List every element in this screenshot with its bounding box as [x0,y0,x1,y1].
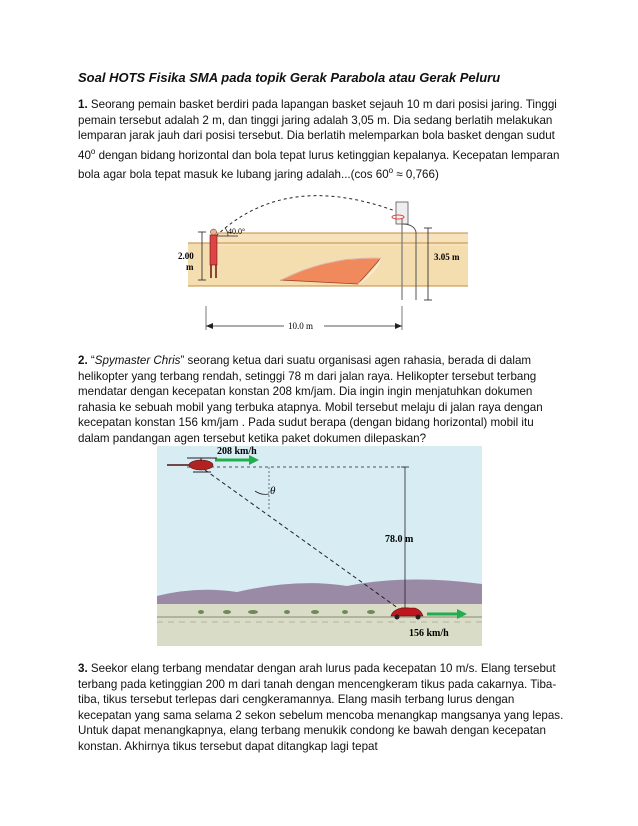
distance-label: 10.0 m [288,321,314,331]
helicopter-figure [157,446,482,646]
question-text: “ [87,354,95,367]
ground [157,604,482,646]
question-3 [78,661,566,755]
player-icon [210,235,217,265]
hoop-height: 3.05 m [434,252,460,262]
heli-speed-label: 208 km/h [217,446,257,457]
question-text: ≈ 0,766) [393,168,439,182]
player-height-unit: m [186,262,194,272]
spymaster-name: Spymaster Chris [94,354,181,367]
question-number: 3. [78,662,88,675]
height-label: 78.0 m [385,534,414,545]
angle-label: 40.0° [228,227,246,236]
question-number: 2. [78,354,88,367]
question-2 [78,353,566,447]
degree-sign: o [388,166,394,176]
question-1 [78,97,566,183]
question-text: dengan bidang horizontal dan bola tepat lurus ketinggian kepalanya. Kecepatan lemparan bola agar bola tepat masuk ke lubang jaring adalah...(cos 60 [78,148,560,182]
player-height: 2.00 [178,251,194,261]
question-text: Seorang pemain basket berdiri pada lapangan basket sejauh 10 m dari posisi jaring. Tinggi pemain tersebut adalah 2 m, dan tinggi jaring adalah 3,05 m. Dia sedang berlatih melakukan lemparan jarak jauh dari posisi tersebut. Dia berlatih melemparkan bola basket dengan sudut 40 [78,98,557,162]
basketball-figure [176,188,468,338]
question-text: Seekor elang terbang mendatar dengan arah lurus pada kecepatan 10 m/s. Elang tersebut terbang pada ketinggian 200 m dari tanah dengan mencengkeram tikus pada cakarnya. Tiba-tiba, tikus tersebut terlepas dari cengkeramannya. Elang masih terbang lurus dengan kecepatan yang sama selama 2 sekon sebelum mencoba menangkap mangsanya yang lepas. Untuk dapat menangkapnya, elang terbang menukik condong ke bawah dengan kecepatan konstan. Akhirnya tikus tersebut dapat ditangkap lagi tepat [78,662,564,753]
document-title: Soal HOTS Fisika SMA pada topik Gerak Parabola atau Gerak Peluru [78,70,501,85]
court-floor-upper [216,233,468,246]
degree-sign: o [90,146,96,156]
theta-label: θ [270,485,276,497]
question-text: ” seorang ketua dari suatu organisasi agen rahasia, berada di dalam helikopter yang terbang rendah, setinggi 78 m dari jalan raya. Helikopter tersebut terbang mendatar dengan kecepatan konstan 208 km/jam. Dia ingin ingin menjatuhkan dokumen rahasia ke sebuah mobil yang terbuka atapnya. Mobil tersebut melaju di jalan raya dengan kecepatan konstan 156 km/jam . Pada sudut berapa (dengan bidang horizontal) mobil itu dalam pandangan agen tersebut ketika paket dokumen dilepaskan? [78,354,543,445]
question-number: 1. [78,98,88,111]
car-speed-label: 156 km/h [409,628,449,639]
